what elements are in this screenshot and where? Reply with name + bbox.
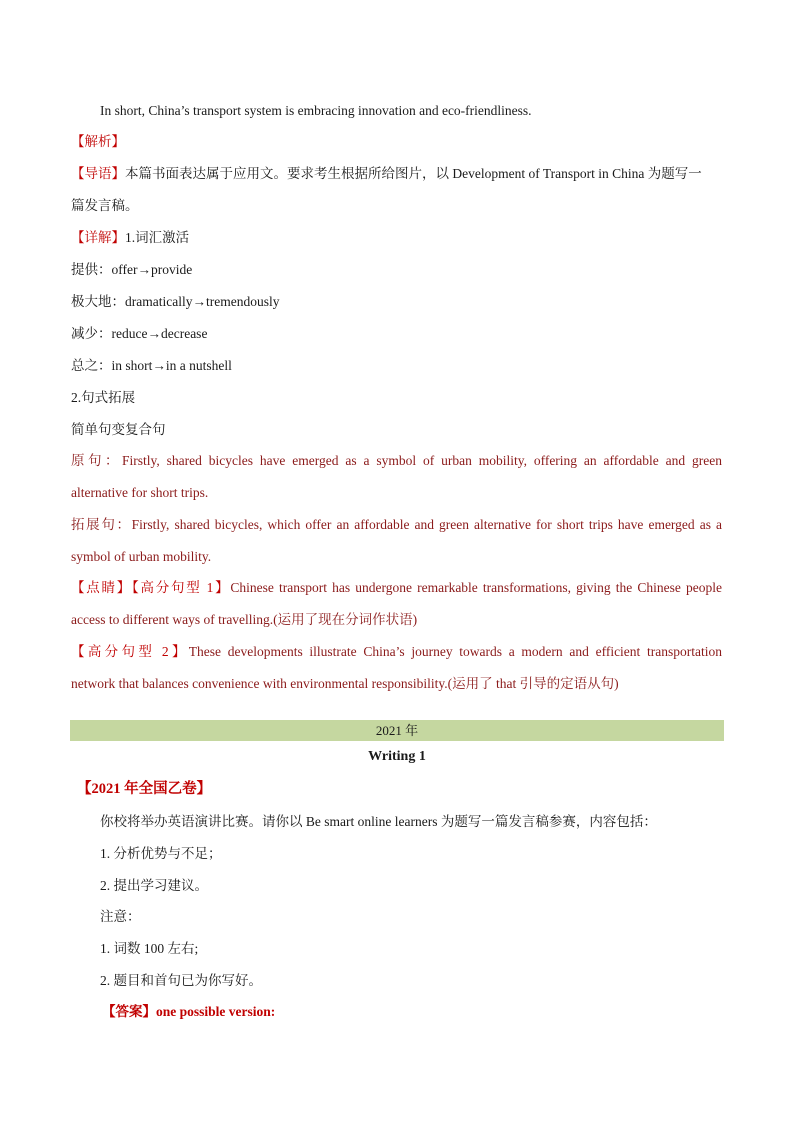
daoyu-line <box>71 164 702 184</box>
daoyu-text: 本篇书面表达属于应用文。要求考生根据所给图片，以 Development of Transport in China 为题写一 <box>125 166 702 181</box>
year-bar: 2021 年 <box>70 720 724 741</box>
analysis-heading: 【解析】 <box>71 134 125 149</box>
closing-sentence: In short, China’s transport system is embracing innovation and eco-friendliness. <box>100 103 532 118</box>
section2-subheading: 简单句变复合句 <box>71 422 166 437</box>
expanded-text: Firstly, shared bicycles, which offer an affordable and green alternative for short trips have emerged as a <box>131 517 722 532</box>
note-label: 注意： <box>100 909 141 924</box>
answer-line <box>102 1002 275 1022</box>
vocab-item <box>71 324 207 344</box>
gaofen2-label: 【高分句型 2】 <box>71 644 189 659</box>
section2-heading: 2.句式拓展 <box>71 390 136 405</box>
dianjing-text: Chinese transport has undergone remarkable transformations, giving the Chinese people <box>230 580 722 595</box>
xiangjie-line <box>71 228 189 248</box>
vocab-en: reduce→decrease <box>111 326 208 341</box>
gaofen2-line <box>71 642 722 662</box>
vocab-item <box>71 292 279 312</box>
daoyu-label: 【导语】 <box>71 166 125 181</box>
prompt-item: 2. 提出学习建议。 <box>100 878 208 893</box>
answer-text: one possible version: <box>156 1004 276 1019</box>
daoyu-text-cont: 篇发言稿。 <box>71 198 139 213</box>
answer-label: 【答案】 <box>102 1004 156 1019</box>
prompt-intro: 你校将举办英语演讲比赛。请你以 Be smart online learners 为题写一篇发言稿参赛，内容包括： <box>100 814 657 829</box>
dianjing-line <box>71 578 722 598</box>
vocab-zh: 提供： <box>71 262 112 277</box>
dianjing-label: 【点睛】【高分句型 1】 <box>71 580 231 595</box>
expanded-sentence <box>71 515 722 535</box>
note-item: 2. 题目和首句已为你写好。 <box>100 973 262 988</box>
exam-label: 【2021 年全国乙卷】 <box>77 781 212 797</box>
vocab-zh: 极大地： <box>71 294 125 309</box>
vocab-zh: 总之： <box>71 358 112 373</box>
original-text: Firstly, shared bicycles have emerged as a symbol of urban mobility, offering an affordable and green <box>122 453 722 468</box>
writing-title: Writing 1 <box>368 749 426 764</box>
expanded-sentence-cont: symbol of urban mobility. <box>71 549 212 564</box>
vocab-zh: 减少： <box>71 326 112 341</box>
expanded-label: 拓展句： <box>71 517 132 532</box>
xiangjie-label: 【详解】 <box>71 230 125 245</box>
note-item: 1. 词数 100 左右; <box>100 941 199 956</box>
gaofen2-text-cont: network that balances convenience with environmental responsibility.(运用了 that 引导的定语从句) <box>71 676 619 691</box>
vocab-en: in short→in a nutshell <box>111 358 232 373</box>
xiangjie-text: 1.词汇激活 <box>125 230 190 245</box>
vocab-en: offer→provide <box>111 262 193 277</box>
original-sentence <box>71 451 722 471</box>
prompt-item: 1. 分析优势与不足； <box>100 846 222 861</box>
original-sentence-cont: alternative for short trips. <box>71 485 209 500</box>
vocab-item <box>71 356 232 376</box>
gaofen2-text: These developments illustrate China’s journey towards a modern and efficient transportation <box>188 644 722 659</box>
dianjing-text-cont: access to different ways of travelling.(运用了现在分词作状语) <box>71 612 418 627</box>
vocab-en: dramatically→tremendously <box>125 294 280 309</box>
original-label: 原句： <box>71 453 123 468</box>
vocab-item <box>71 260 192 280</box>
